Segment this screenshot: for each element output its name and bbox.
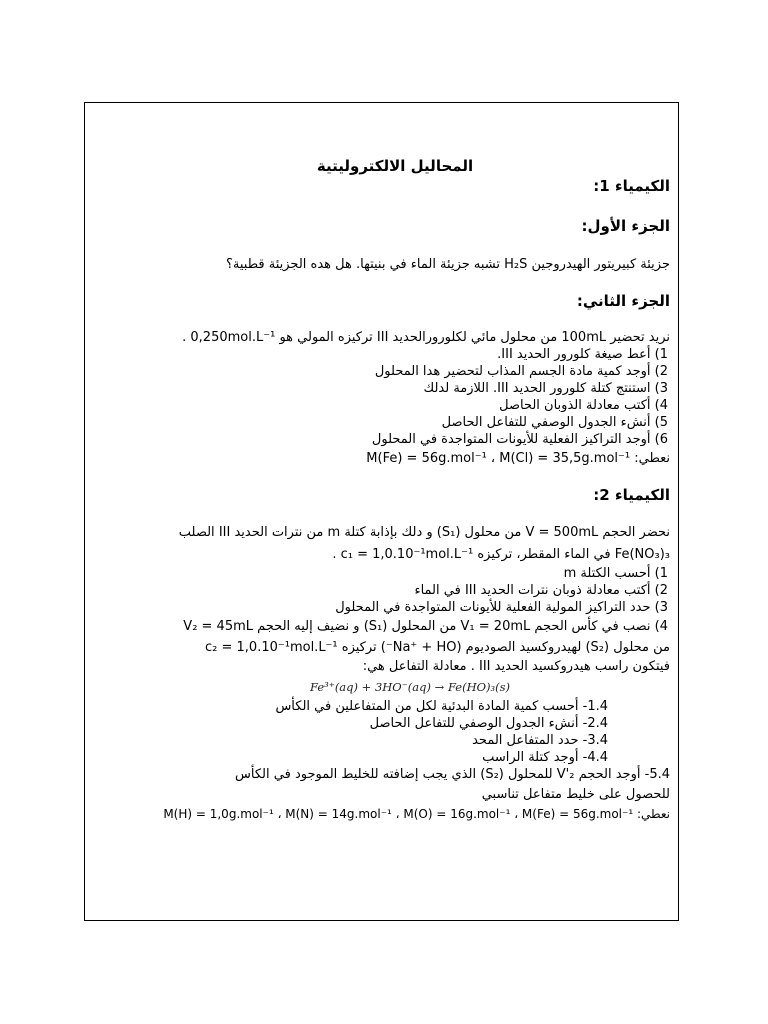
chem2-subitem-5: 5.4- أوجد الحجم V'₂ للمحلول (S₂) الذي يجب إضافته للخليط الموجود في الكأس	[235, 767, 670, 782]
chem2-item-1: 1) أحسب الكتلة m	[563, 566, 668, 581]
chem1-item-3: 3) استنتج كتلة كلورور الحديد III. اللازمة لدلك	[423, 381, 668, 396]
chem1-heading: الكيمياء 1:	[593, 177, 670, 195]
chem2-subitem-1: 1.4- أحسب كمية المادة البدئية لكل من المتفاعلين في الكأس	[275, 699, 608, 714]
part1-question: جزيئة كبيريتور الهيدروجين H₂S تشبه جزيئة الماء في بنيتها. هل هده الجزيئة قطبية؟	[226, 257, 670, 272]
chem2-item-4: 4) نصب في كأس الحجم V₁ = 20mL من المحلول (S₁) و نضيف إليه الحجم V₂ = 45mL	[183, 619, 668, 634]
chem2-intro-1: نحضر الحجم V = 500mL من محلول (S₁) و دلك بإذابة كتلة m من نترات الحديد III الصلب	[178, 525, 670, 540]
reaction-equation: Fe³⁺(aq) + 3HO⁻(aq) → Fe(HO)₃(s)	[309, 680, 511, 694]
chem2-heading: الكيمياء 2:	[593, 486, 670, 504]
page-title: المحاليل الالكتروليتية	[316, 157, 474, 175]
chem1-item-2: 2) أوجد كمية مادة الجسم المذاب لتحضير هدا المحلول	[374, 364, 668, 379]
part2-heading: الجزء الثاني:	[576, 292, 670, 310]
chem2-cont-3: للحصول على خليط متفاعل تناسبي	[481, 787, 670, 802]
chem2-subitem-2: 2.4- أنشء الجدول الوصفي للتفاعل الحاصل	[369, 716, 608, 731]
chem1-item-6: 6) أوجد التراكيز الفعلية للأيونات المتواجدة في المحلول	[371, 432, 668, 447]
chem1-item-1: 1) أعط صيغة كلورور الحديد III.	[497, 347, 668, 362]
part1-heading: الجزء الأول:	[581, 217, 670, 235]
chem2-item-2: 2) أكتب معادلة ذوبان نترات الحديد III في الماء	[414, 583, 668, 598]
chem2-subitem-4: 4.4- أوجد كتلة الراسب	[482, 750, 608, 765]
chem2-item-3: 3) حدد التراكيز المولية الفعلية للأيونات المتواجدة في المحلول	[335, 600, 668, 615]
chem2-cont-1: من محلول (S₂) لهيدروكسيد الصوديوم (Na⁺ + HO⁻) تركيزه c₂ = 1,0.10⁻¹mol.L⁻¹	[205, 640, 670, 655]
chem1-given: نعطي: M(Fe) = 56g.mol⁻¹ ، M(Cl) = 35,5g.mol⁻¹	[366, 451, 670, 466]
chem2-given: نعطي: M(H) = 1,0g.mol⁻¹ ، M(N) = 14g.mol⁻¹ ، M(O) = 16g.mol⁻¹ ، M(Fe) = 56g.mol⁻¹	[163, 807, 670, 821]
part2-intro: نريد تحضير 100mL من محلول مائي لكلورورالحديد III تركيزه المولي هو 0,250mol.L⁻¹ .	[182, 330, 670, 345]
chem1-item-5: 5) أنشء الجدول الوصفي للتفاعل الحاصل	[441, 415, 668, 430]
chem1-item-4: 4) أكتب معادلة الذوبان الحاصل	[499, 398, 668, 413]
chem2-intro-2: Fe(NO₃)₃ في الماء المقطر، تركيزه c₁ = 1,0.10⁻¹mol.L⁻¹ .	[332, 547, 670, 562]
chem2-cont-2: فيتكون راسب هيدروكسيد الحديد III . معادلة التفاعل هي:	[362, 659, 670, 674]
chem2-subitem-3: 3.4- حدد المتفاعل المحد	[472, 733, 608, 748]
